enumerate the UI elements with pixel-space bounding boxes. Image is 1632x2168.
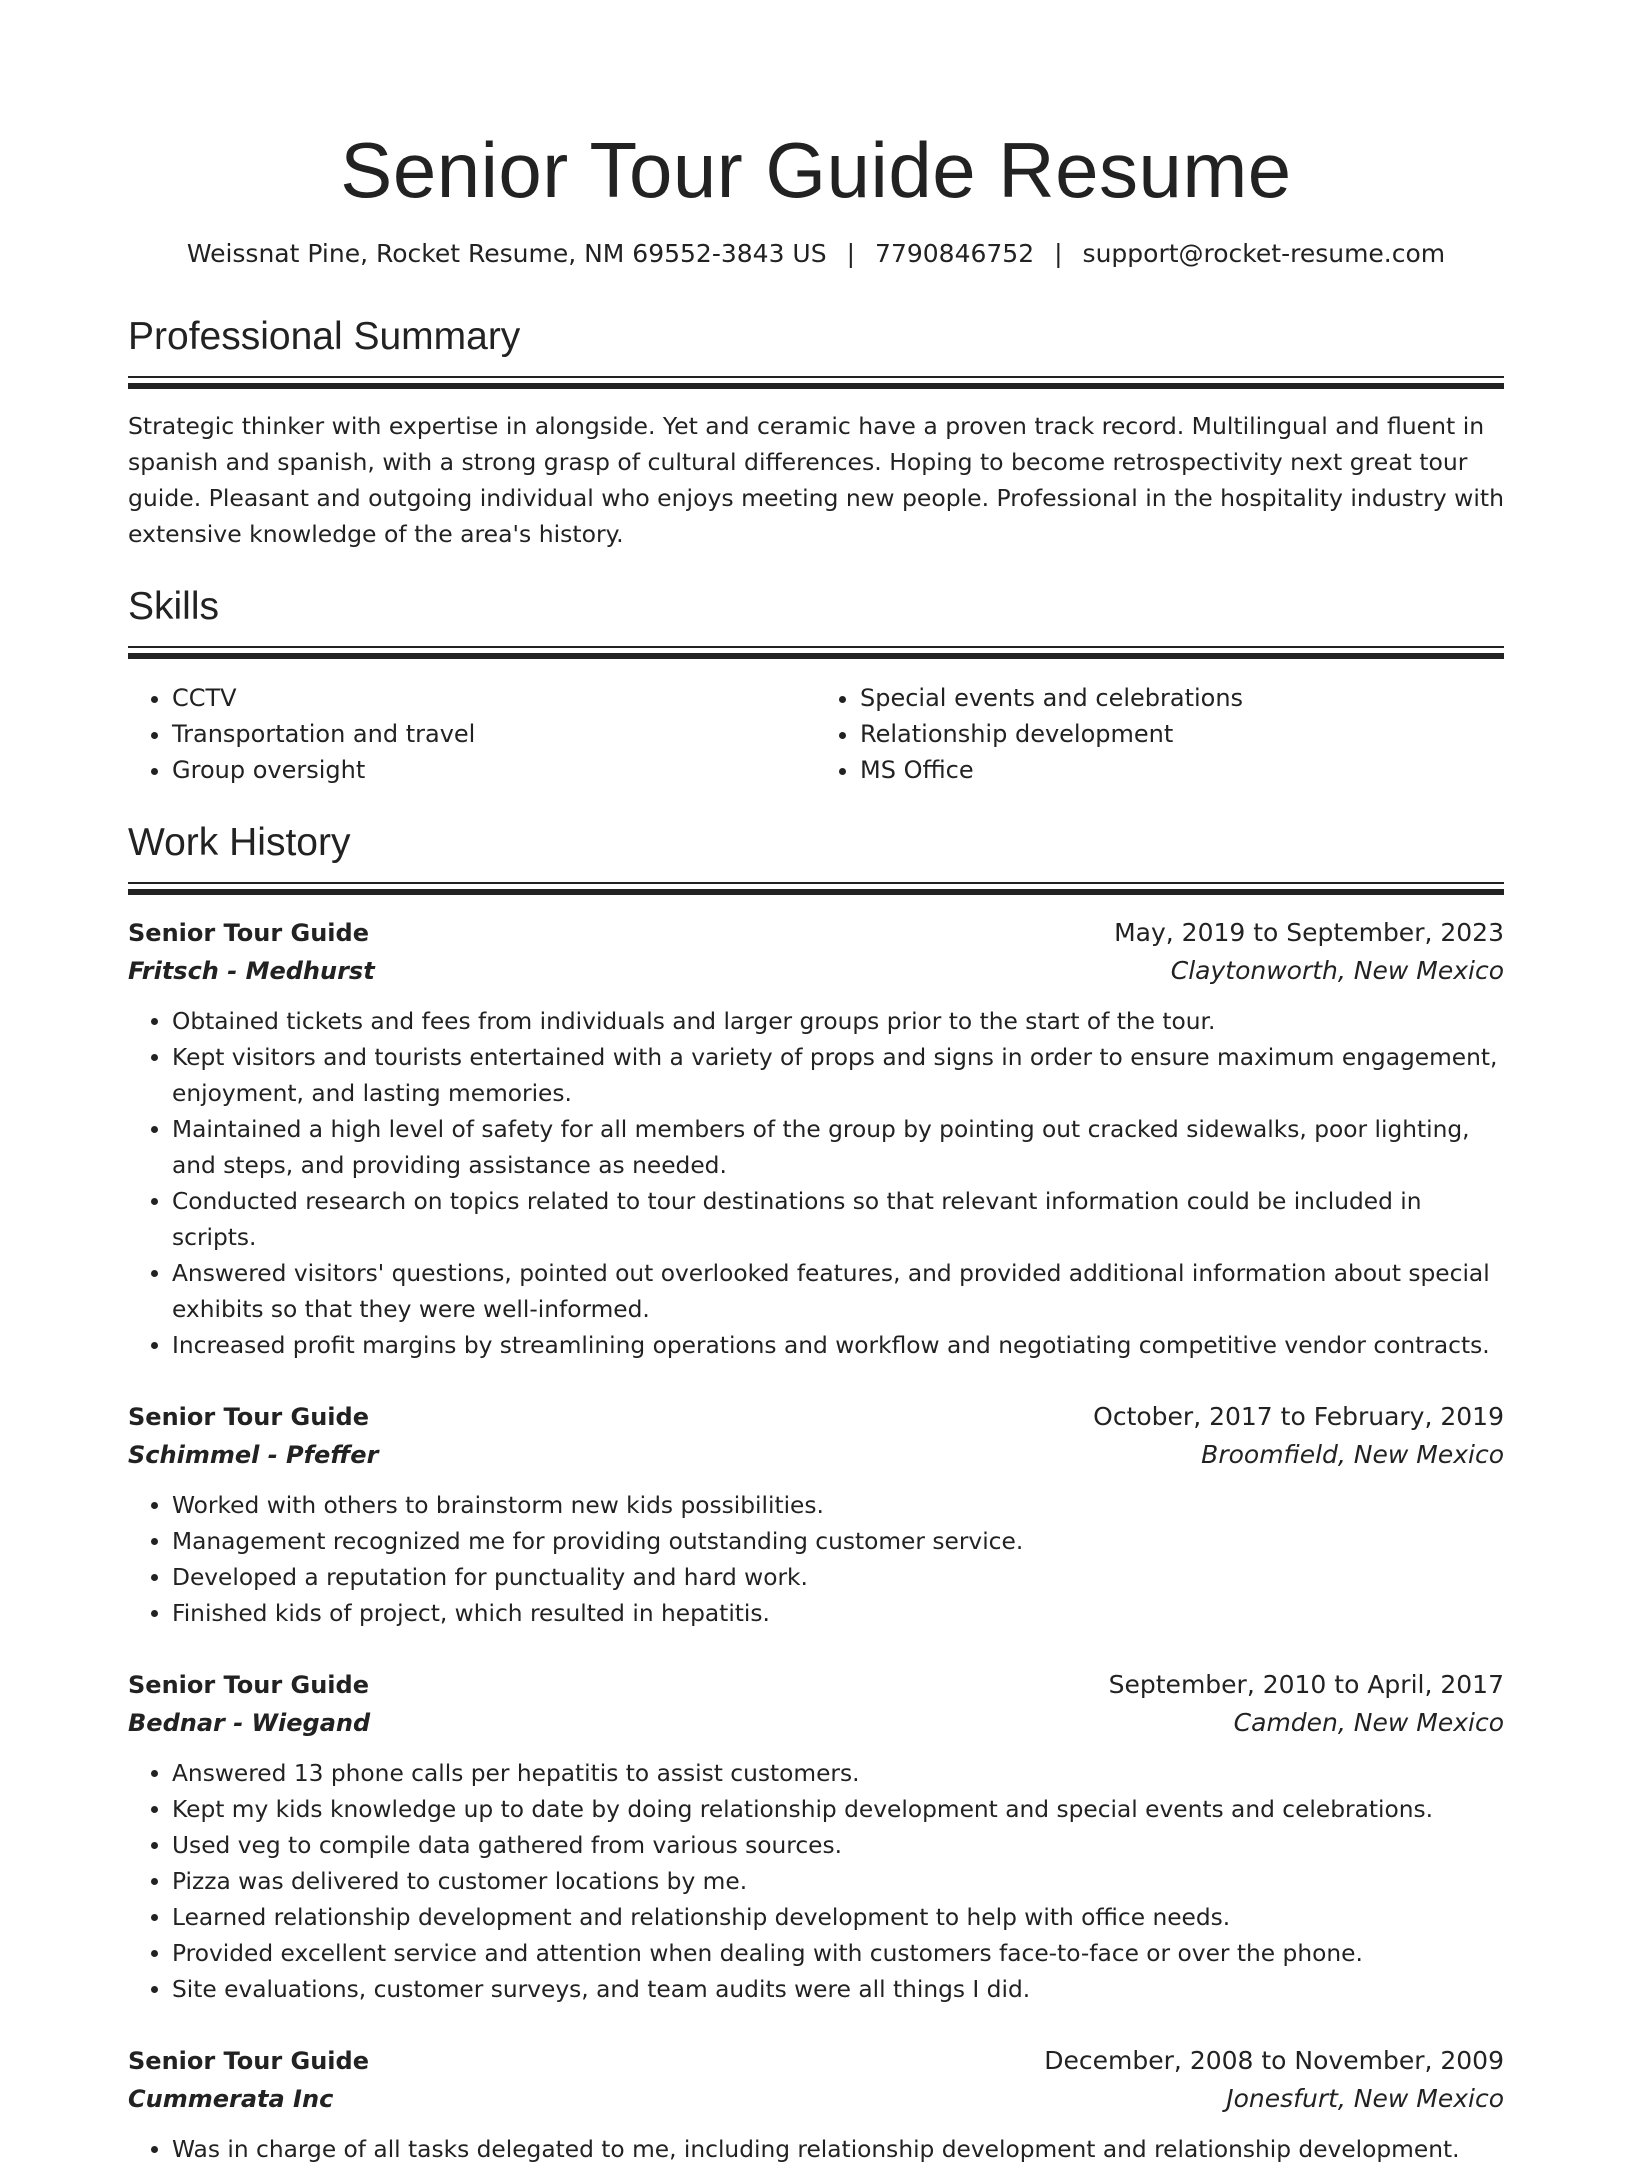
section-heading-work: Work History	[128, 821, 351, 864]
job-bullet: • Finished kids of project, which resulted in hepatitis.	[172, 1596, 1504, 1632]
job-bullet: • Pizza was delivered to customer locations by me.	[172, 1864, 1504, 1900]
job-header-row	[128, 914, 1504, 952]
page-title: Senior Tour Guide Resume	[340, 126, 1292, 214]
job-bullet: • Management recognized me for providing outstanding customer service.	[172, 1524, 1504, 1560]
job-title: Senior Tour Guide	[128, 1671, 369, 1699]
job-dates: May, 2019 to September, 2023	[1114, 918, 1504, 947]
job-bullet: • Learned relationship development and relationship development to help with office needs.	[172, 1900, 1504, 1936]
job-header-row	[128, 1666, 1504, 1704]
job-dates: October, 2017 to February, 2019	[1093, 1402, 1504, 1431]
contact-separator: |	[846, 239, 856, 268]
job-dates: December, 2008 to November, 2009	[1044, 2046, 1504, 2075]
job-company-row	[128, 952, 1504, 990]
summary-text: Strategic thinker with expertise in alongside. Yet and ceramic have a proven track record. Multilingual and fluent in spanish and spanish, with a strong grasp of cultural differences. Hoping to become retrospectivity next great tour guide. Pleasant and outgoing individual who enjoys meeting new people. Professional in the hospitality industry with extensive knowledge of the area's history.	[128, 412, 1504, 548]
job-bullet: • Increased profit margins by streamlining operations and workflow and negotiating competitive vendor contracts.	[172, 1328, 1504, 1364]
skills-section	[128, 582, 1504, 788]
job-bullets	[128, 2132, 1504, 2168]
job-bullet: • Worked with others to brainstorm new kids possibilities.	[172, 1488, 1504, 1524]
job-location: Broomfield, New Mexico	[1201, 1440, 1504, 1469]
skill-item: • Group oversight	[172, 752, 816, 788]
job-title: Senior Tour Guide	[128, 919, 369, 947]
job-bullet: • Kept my kids knowledge up to date by doing relationship development and special events and celebrations.	[172, 1792, 1504, 1828]
skill-item: • MS Office	[860, 752, 1504, 788]
job-bullet: • Used veg to compile data gathered from various sources.	[172, 1828, 1504, 1864]
job-bullet: • Answered visitors' questions, pointed out overlooked features, and provided additional information about special exhibits so that they were well-informed.	[172, 1256, 1504, 1328]
skill-item: • Transportation and travel	[172, 716, 816, 752]
job-dates: September, 2010 to April, 2017	[1108, 1670, 1504, 1699]
job-bullet: • Obtained tickets and fees from individuals and larger groups prior to the start of the tour.	[172, 1004, 1504, 1040]
job-company-row	[128, 1704, 1504, 1742]
skills-column-left	[128, 680, 816, 788]
contact-email: support@rocket-resume.com	[1082, 239, 1446, 268]
job-company-row	[128, 2080, 1504, 2118]
job-location: Jonesfurt, New Mexico	[1226, 2084, 1504, 2113]
job-bullet: • Developed a reputation for punctuality and hard work.	[172, 1560, 1504, 1596]
job-bullet: • Was in charge of all tasks delegated to me, including relationship development and relationship development.	[172, 2132, 1504, 2168]
contact-phone: 7790846752	[875, 239, 1035, 268]
job-bullet: • Site evaluations, customer surveys, and team audits were all things I did.	[172, 1972, 1504, 2008]
job-bullet: • Answered 13 phone calls per hepatitis to assist customers.	[172, 1756, 1504, 1792]
job-company: Bednar - Wiegand	[128, 1709, 371, 1737]
skills-grid	[128, 680, 1504, 788]
skill-item: • Special events and celebrations	[860, 680, 1504, 716]
skill-item: • Relationship development	[860, 716, 1504, 752]
contact-separator: |	[1054, 239, 1063, 268]
section-heading-skills: Skills	[128, 585, 220, 628]
section-divider	[128, 376, 1504, 388]
job-company: Fritsch - Medhurst	[128, 957, 375, 985]
job-entry	[128, 1666, 1504, 2008]
job-company: Cummerata Inc	[128, 2085, 334, 2113]
job-bullet: • Provided excellent service and attention when dealing with customers face-to-face or over the phone.	[172, 1936, 1504, 1972]
professional-summary-section	[128, 312, 1504, 552]
job-company-row	[128, 1436, 1504, 1474]
job-title: Senior Tour Guide	[128, 1403, 369, 1431]
job-entry	[128, 1398, 1504, 1632]
job-bullet: • Kept visitors and tourists entertained with a variety of props and signs in order to ensure maximum engagement, enjoyment, and lasting memories.	[172, 1040, 1504, 1112]
job-bullet: • Maintained a high level of safety for all members of the group by pointing out cracked sidewalks, poor lighting, and steps, and providing assistance as needed.	[172, 1112, 1504, 1184]
skills-column-right	[816, 680, 1504, 788]
section-divider	[128, 882, 1504, 894]
job-location: Camden, New Mexico	[1233, 1708, 1504, 1737]
resume-content	[128, 0, 1504, 2168]
section-divider	[128, 646, 1504, 658]
job-entry	[128, 2042, 1504, 2168]
job-bullets	[128, 1004, 1504, 1364]
contact-line	[128, 236, 1504, 272]
job-bullets	[128, 1488, 1504, 1632]
skill-item: • CCTV	[172, 680, 816, 716]
job-bullet: • Conducted research on topics related to tour destinations so that relevant information could be included in scripts.	[172, 1184, 1504, 1256]
job-company: Schimmel - Pfeffer	[128, 1441, 379, 1469]
job-header-row	[128, 1398, 1504, 1436]
contact-address: Weissnat Pine, Rocket Resume, NM 69552-3843 US	[186, 239, 827, 268]
job-title: Senior Tour Guide	[128, 2047, 369, 2075]
job-location: Claytonworth, New Mexico	[1170, 956, 1504, 985]
job-header-row	[128, 2042, 1504, 2080]
section-heading-summary: Professional Summary	[128, 315, 521, 358]
job-entry	[128, 914, 1504, 1364]
work-history-section	[128, 818, 1504, 2168]
job-bullets	[128, 1756, 1504, 2008]
